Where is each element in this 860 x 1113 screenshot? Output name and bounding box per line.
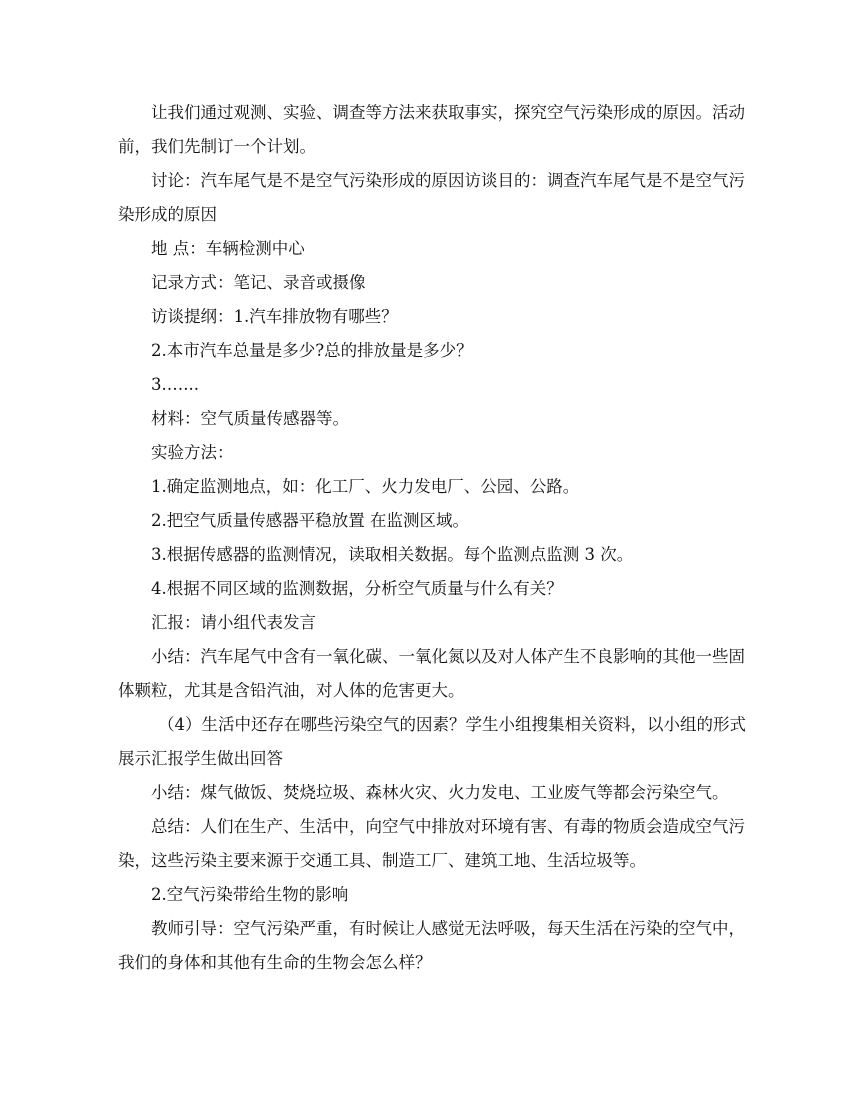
paragraph-summary-factors: 小结：煤气做饭、焚烧垃圾、森林火灾、火力发电、工业废气等都会污染空气。 [151,783,729,802]
paragraph-step-4: 4.根据不同区域的监测数据，分析空气质量与什么有关？ [151,579,563,598]
paragraph-discussion: 讨论：汽车尾气是不是空气污染形成的原因访谈目的：调查汽车尾气是不是空气污染形成的原因 [118,171,745,224]
paragraph-teacher-guidance: 教师引导：空气污染严重，有时候让人感觉无法呼吸，每天生活在污染的空气中，我们的身体和其他有生命的生物会怎么样？ [118,919,745,972]
paragraph-section-heading: 2.空气污染带给生物的影响 [151,885,349,904]
document-body [118,96,748,980]
paragraph-materials: 材料：空气质量传感器等。 [151,409,349,428]
paragraph-experiment-method: 实验方法： [151,443,234,462]
paragraph-outline-item-2: 2.本市汽车总量是多少?总的排放量是多少？ [151,341,473,360]
paragraph-step-1: 1.确定监测地点，如：化工厂、火力发电厂、公园、公路。 [151,477,580,496]
paragraph-step-2: 2.把空气质量传感器平稳放置 在监测区域。 [151,511,469,530]
paragraph-question-4: （4）生活中还存在哪些污染空气的因素？学生小组搜集相关资料，以小组的形式展示汇报学生做出回答 [118,715,746,768]
paragraph-location: 地 点：车辆检测中心 [151,239,305,258]
paragraph-record-method: 记录方式：笔记、录音或摄像 [151,273,366,292]
paragraph-intro: 让我们通过观测、实验、调查等方法来获取事实，探究空气污染形成的原因。活动前，我们先制订一个计划。 [118,103,745,156]
paragraph-step-3: 3.根据传感器的监测情况，读取相关数据。每个监测点监测 3 次。 [151,545,634,564]
paragraph-report: 汇报：请小组代表发言 [151,613,316,632]
paragraph-outline-item-3: 3.…... [151,375,199,394]
paragraph-summary-exhaust: 小结：汽车尾气中含有一氧化碳、一氧化氮以及对人体产生不良影响的其他一些固体颗粒，尤其是含铅汽油，对人体的危害更大。 [118,647,745,700]
paragraph-interview-outline: 访谈提纲：1.汽车排放物有哪些？ [151,307,398,326]
paragraph-conclusion: 总结：人们在生产、生活中，向空气中排放对环境有害、有毒的物质会造成空气污染，这些污染主要来源于交通工具、制造工厂、建筑工地、生活垃圾等。 [118,817,745,870]
